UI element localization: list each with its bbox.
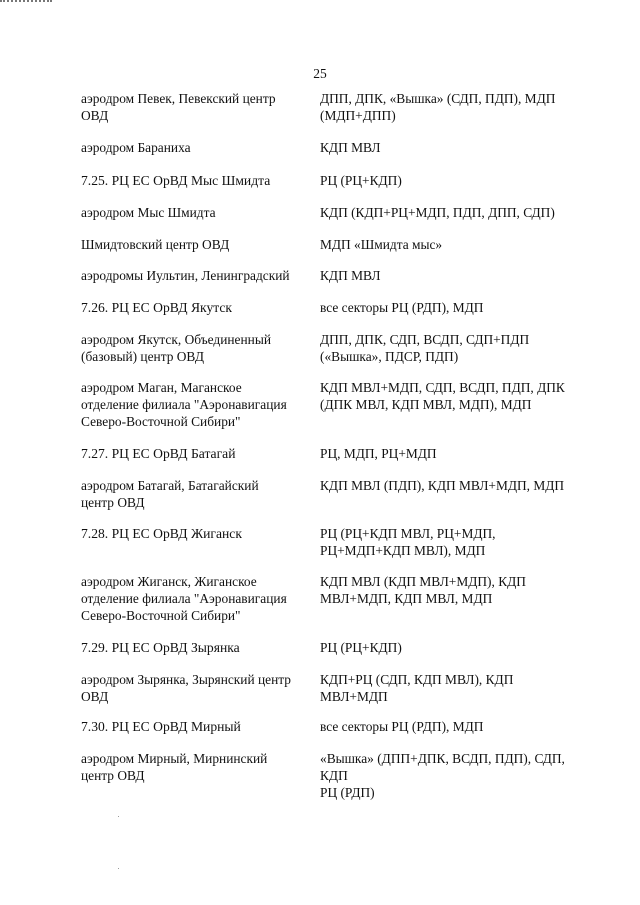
- section-heading: 7.25. РЦ ЕС ОрВД Мыс Шмидта: [81, 173, 271, 188]
- row-left-cell: аэродром Батагай, Батагайский центр ОВД: [81, 478, 259, 510]
- row-left-cell: аэродром Зырянка, Зырянский центр ОВД: [81, 672, 291, 704]
- row-right-cell: РЦ (РЦ+КДП): [320, 640, 402, 655]
- row-right-cell: все секторы РЦ (РДП), МДП: [320, 300, 484, 315]
- row-left-cell: Шмидтовский центр ОВД: [81, 237, 230, 252]
- row-left-cell: аэродром Мыс Шмидта: [81, 205, 216, 220]
- section-heading: 7.29. РЦ ЕС ОрВД Зырянка: [81, 640, 240, 655]
- row-left-cell: аэродром Якутск, Объединенный (базовый) центр ОВД: [81, 332, 271, 364]
- row-right-cell: КДП МВЛ: [320, 140, 381, 155]
- row-right-cell: ДПП, ДПК, «Вышка» (СДП, ПДП), МДП (МДП+ДПП): [320, 91, 556, 123]
- row-left-cell: аэродром Маган, Маганское отделение филиала "Аэронавигация Северо-Восточной Сибири": [81, 380, 287, 429]
- section-heading: 7.26. РЦ ЕС ОрВД Якутск: [81, 300, 232, 315]
- row-right-cell: ДПП, ДПК, СДП, ВСДП, СДП+ПДП («Вышка», ПДСР, ПДП): [320, 332, 530, 364]
- scan-speck: [118, 868, 119, 869]
- row-left-cell: аэродромы Иультин, Ленинградский: [81, 268, 290, 283]
- row-right-cell: РЦ (РЦ+КДП МВЛ, РЦ+МДП, РЦ+МДП+КДП МВЛ), МДП: [320, 526, 496, 558]
- row-right-cell: КДП МВЛ (ПДП), КДП МВЛ+МДП, МДП: [320, 478, 565, 493]
- row-left-cell: аэродром Мирный, Мирнинский центр ОВД: [81, 751, 268, 783]
- row-right-cell: РЦ (РЦ+КДП): [320, 173, 402, 188]
- scan-speck: [118, 816, 119, 817]
- row-right-cell: КДП МВЛ+МДП, СДП, ВСДП, ПДП, ДПК (ДПК МВЛ, КДП МВЛ, МДП), МДП: [320, 380, 565, 412]
- row-left-cell: аэродром Певек, Певекский центр ОВД: [81, 91, 276, 123]
- row-left-cell: аэродром Жиганск, Жиганское отделение филиала "Аэронавигация Северо-Восточной Сибири": [81, 574, 287, 623]
- section-heading: 7.27. РЦ ЕС ОрВД Батагай: [81, 446, 236, 461]
- row-right-cell: «Вышка» (ДПП+ДПК, ВСДП, ПДП), СДП, КДП РЦ (РДП): [320, 751, 565, 800]
- row-right-cell: КДП МВЛ: [320, 268, 381, 283]
- row-right-cell: РЦ, МДП, РЦ+МДП: [320, 446, 437, 461]
- row-left-cell: аэродром Бараниха: [81, 140, 191, 155]
- page-number: 25: [313, 66, 327, 81]
- row-right-cell: КДП+РЦ (СДП, КДП МВЛ), КДП МВЛ+МДП: [320, 672, 514, 704]
- section-heading: 7.28. РЦ ЕС ОрВД Жиганск: [81, 526, 242, 541]
- section-heading: 7.30. РЦ ЕС ОрВД Мирный: [81, 719, 241, 734]
- row-right-cell: все секторы РЦ (РДП), МДП: [320, 719, 484, 734]
- row-right-cell: КДП (КДП+РЦ+МДП, ПДП, ДПП, СДП): [320, 205, 555, 220]
- row-right-cell: МДП «Шмидта мыс»: [320, 237, 443, 252]
- row-right-cell: КДП МВЛ (КДП МВЛ+МДП), КДП МВЛ+МДП, КДП МВЛ, МДП: [320, 574, 526, 606]
